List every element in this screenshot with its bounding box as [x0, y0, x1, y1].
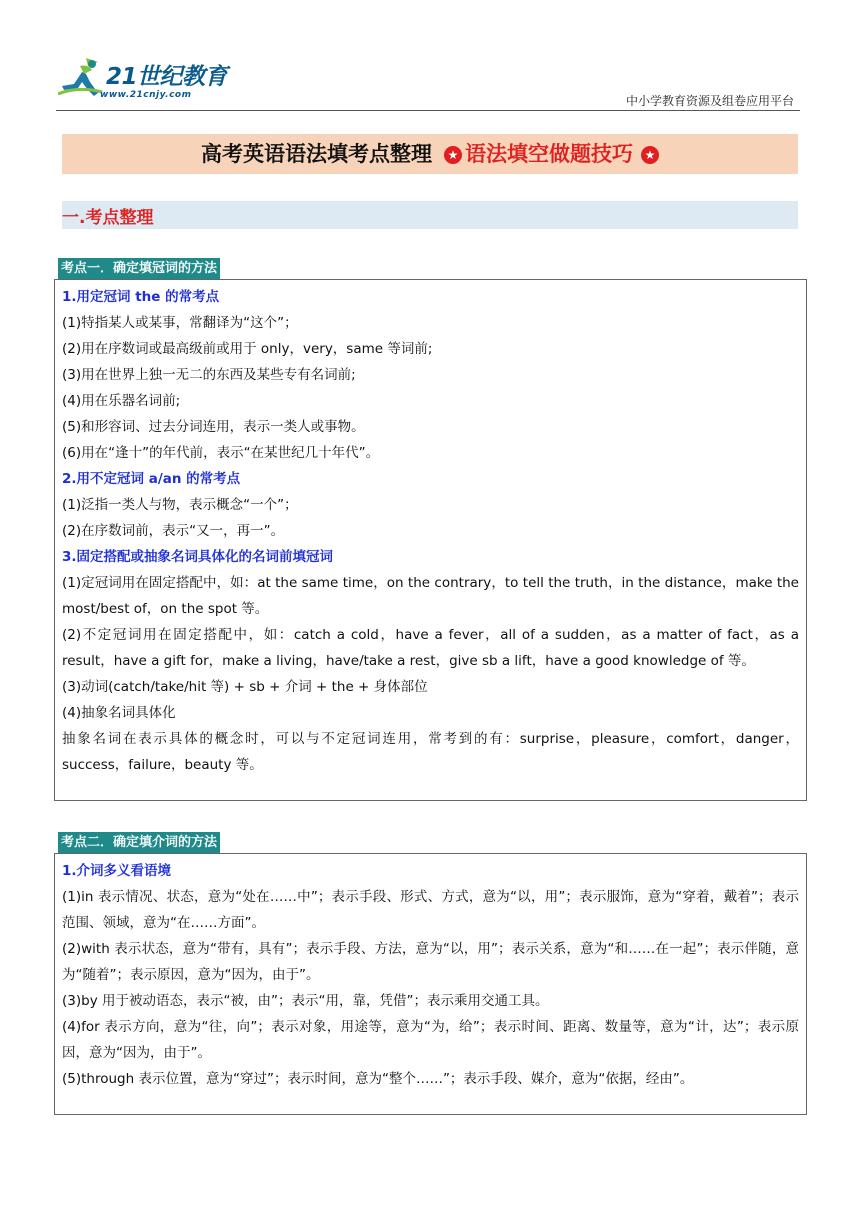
paragraph: (1)定冠词用在固定搭配中，如：at the same time，on the contrary，to tell the truth，in the distance，make the most/best of，on the spot 等。 — [62, 575, 799, 617]
header-divider — [56, 110, 800, 111]
point2-tab: 考点二．确定填介词的方法 — [58, 832, 220, 853]
list-item: (2)在序数词前，表示“又一，再一”。 — [62, 523, 285, 539]
paragraph: (5)through 表示位置，意为“穿过”；表示时间，意为“整个……”；表示手段、媒介，意为“依据，经由”。 — [62, 1071, 694, 1087]
document-title — [62, 134, 798, 174]
platform-name: 中小学教育资源及组卷应用平台 — [625, 94, 794, 108]
list-item: (1)泛指一类人与物，表示概念“一个”； — [62, 497, 298, 513]
point1-heading-2: 2.用不定冠词 a/an 的常考点 — [62, 471, 241, 487]
point2-box — [54, 853, 807, 1115]
star-icon: ★ — [444, 146, 462, 164]
paragraph: (3)by 用于被动语态，表示“被，由”；表示“用，靠，凭借”；表示乘用交通工具。 — [62, 993, 549, 1009]
paragraph: (3)动词(catch/take/hit 等) + sb + 介词 + the + 身体部位 — [62, 679, 428, 695]
runner-logo-icon — [58, 56, 104, 100]
logo-url: www.21cnjy.com — [100, 90, 192, 100]
list-item: (3)用在世界上独一无二的东西及某些专有名词前; — [62, 367, 356, 383]
paragraph: (1)in 表示情况、状态，意为“处在……中”；表示手段、形式、方式，意为“以，用”；表示服饰，意为“穿着，戴着”；表示范围、领域，意为“在……方面”。 — [62, 889, 799, 931]
point1-tab: 考点一．确定填冠词的方法 — [58, 258, 220, 279]
point1-heading-1: 1.用定冠词 the 的常考点 — [62, 289, 220, 305]
page-header — [0, 0, 860, 120]
title-sub: 语法填空做题技巧 — [465, 142, 633, 166]
star-icon: ★ — [641, 146, 659, 164]
section-title: 一.考点整理 — [62, 208, 154, 228]
point1-heading-3: 3.固定搭配或抽象名词具体化的名词前填冠词 — [62, 549, 334, 565]
paragraph: (2)不定冠词用在固定搭配中，如：catch a cold，have a fever，all of a sudden，as a matter of fact，as a result，have a gift for，make a living，have/take a rest，give sb a lift，have a good knowledge of 等。 — [62, 627, 799, 669]
paragraph: (2)with 表示状态，意为“带有，具有”；表示手段、方法，意为“以，用”；表示关系，意为“和……在一起”；表示伴随，意为“随着”；表示原因，意为“因为，由于”。 — [62, 941, 799, 983]
paragraph: 抽象名词在表示具体的概念时，可以与不定冠词连用，常考到的有：surprise，pleasure，comfort，danger，success，failure，beauty 等。 — [62, 731, 799, 773]
list-item: (1)特指某人或某事，常翻译为“这个”； — [62, 315, 298, 331]
paragraph: (4)for 表示方向，意为“往，向”；表示对象，用途等，意为“为，给”；表示时间、距离、数量等，意为“计，达”；表示原因，意为“因为，由于”。 — [62, 1019, 799, 1061]
list-item: (5)和形容词、过去分词连用，表示一类人或事物。 — [62, 419, 365, 435]
list-item: (4)用在乐器名词前; — [62, 393, 181, 409]
paragraph: (4)抽象名词具体化 — [62, 705, 176, 721]
logo-text: 21世纪教育 — [106, 64, 228, 90]
title-main: 高考英语语法填考点整理 — [201, 142, 432, 166]
section-header — [62, 201, 798, 229]
point1-box — [54, 279, 807, 801]
list-item: (2)用在序数词或最高级前或用于 only，very，same 等词前; — [62, 341, 433, 357]
list-item: (6)用在“逢十”的年代前，表示“在某世纪几十年代”。 — [62, 445, 380, 461]
logo — [58, 56, 238, 106]
point2-heading-1: 1.介词多义看语境 — [62, 863, 172, 879]
